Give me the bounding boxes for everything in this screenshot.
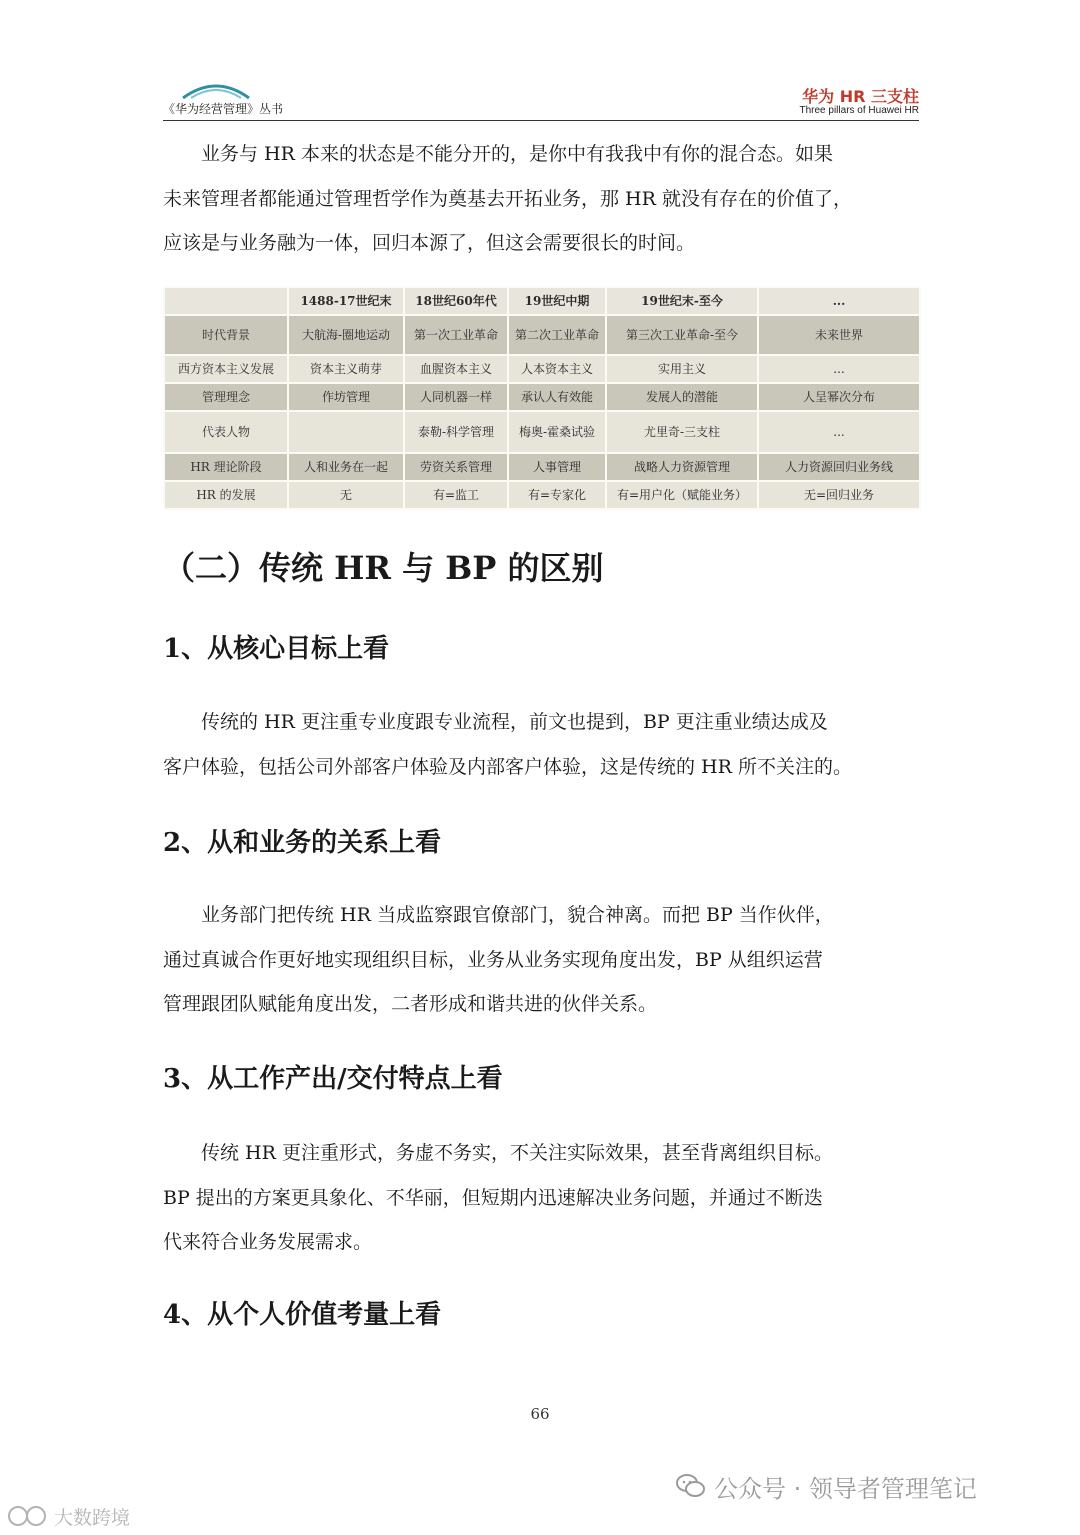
table-row-header: HR 理论阶段 [164, 453, 288, 481]
table-row-header: 代表人物 [164, 411, 288, 453]
table-cell: 血腥资本主义 [404, 355, 508, 383]
table-cell: 人呈幂次分布 [758, 383, 920, 411]
table-cell: 人和业务在一起 [288, 453, 404, 481]
table-cell: 有=监工 [404, 481, 508, 509]
header-divider [163, 120, 919, 121]
table-cell: 承认人有效能 [508, 383, 606, 411]
table-cell: 未来世界 [758, 315, 920, 355]
table-cell [288, 411, 404, 453]
table-header-row [164, 287, 920, 315]
table-row-header: 管理理念 [164, 383, 288, 411]
table-cell: 实用主义 [606, 355, 758, 383]
paragraph-line: 代来符合业务发展需求。 [163, 1231, 373, 1253]
table-cell: 泰勒-科学管理 [404, 411, 508, 453]
table-header-cell: 19世纪中期 [508, 287, 606, 315]
subsection-paragraph [163, 1131, 919, 1265]
table-cell: 人力资源回归业务线 [758, 453, 920, 481]
table-cell: ... [758, 411, 920, 453]
table-cell: 第一次工业革命 [404, 315, 508, 355]
table-header-cell: 18世纪60年代 [404, 287, 508, 315]
wechat-account-label: 公众号 · 领导者管理笔记 [714, 1474, 977, 1503]
subsection-heading: 2、从和业务的关系上看 [163, 828, 442, 858]
table-row [164, 453, 920, 481]
table-row-header: 时代背景 [164, 315, 288, 355]
paragraph-line: 传统的 HR 更注重专业度跟专业流程，前文也提到，BP 更注重业绩达成及 [201, 711, 828, 733]
page-number: 66 [530, 1405, 550, 1423]
table-cell: 无=回归业务 [758, 481, 920, 509]
table-row-header: HR 的发展 [164, 481, 288, 509]
table-cell: ... [758, 355, 920, 383]
paragraph-line: 传统 HR 更注重形式，务虚不务实，不关注实际效果，甚至背离组织目标。 [201, 1142, 833, 1164]
table-cell: 发展人的潜能 [606, 383, 758, 411]
subsection-heading: 4、从个人价值考量上看 [163, 1300, 442, 1330]
table-cell: 人事管理 [508, 453, 606, 481]
subsection-heading: 3、从工作产出/交付特点上看 [163, 1064, 503, 1094]
table-header-cell: 19世纪末-至今 [606, 287, 758, 315]
intro-paragraph [163, 132, 919, 266]
site-watermark-label: 大数跨境 [54, 1506, 131, 1529]
paragraph-line: 业务部门把传统 HR 当成监察跟官僚部门，貌合神离。而把 BP 当作伙伴， [201, 904, 834, 926]
brand-logo-icon [6, 1504, 50, 1528]
paragraph-line: 通过真诚合作更好地实现组织目标，业务从业务实现角度出发，BP 从组织运营 [163, 948, 823, 971]
table-cell: 作坊管理 [288, 383, 404, 411]
mountain-logo-icon [181, 78, 251, 100]
table-cell: 战略人力资源管理 [606, 453, 758, 481]
table-cell: 人同机器一样 [404, 383, 508, 411]
paragraph-line: 管理跟团队赋能角度出发，二者形成和谐共进的伙伴关系。 [163, 993, 658, 1015]
table-cell: 大航海-圈地运动 [288, 315, 404, 355]
subsection-heading: 1、从核心目标上看 [163, 634, 390, 664]
paragraph-line: 未来管理者都能通过管理哲学作为奠基去开拓业务，那 HR 就没有存在的价值了， [163, 187, 852, 210]
subsection-paragraph [163, 700, 919, 789]
table-cell: 第三次工业革命-至今 [606, 315, 758, 355]
book-subtitle: Three pillars of Huawei HR [799, 105, 919, 116]
table-row [164, 383, 920, 411]
table-header-cell: ... [758, 287, 920, 315]
table-header-cell: 1488-17世纪末 [288, 287, 404, 315]
table-cell: 资本主义萌芽 [288, 355, 404, 383]
wechat-icon [676, 1473, 706, 1499]
table-cell: 梅奥-霍桑试验 [508, 411, 606, 453]
wechat-watermark [676, 1468, 977, 1504]
paragraph-line: 客户体验，包括公司外部客户体验及内部客户体验，这是传统的 HR 所不关注的。 [163, 755, 852, 778]
table-cell: 劳资关系管理 [404, 453, 508, 481]
table-row [164, 315, 920, 355]
book-series-label: 《华为经营管理》丛书 [163, 102, 284, 116]
table-cell: 尤里奇-三支柱 [606, 411, 758, 453]
table-cell: 无 [288, 481, 404, 509]
table-header-cell [164, 287, 288, 315]
table-cell: 第二次工业革命 [508, 315, 606, 355]
site-watermark [6, 1502, 130, 1530]
page-header [163, 72, 919, 120]
section-heading: （二）传统 HR 与 BP 的区别 [163, 549, 604, 587]
hr-evolution-table [163, 286, 921, 510]
table-row [164, 411, 920, 453]
table-row [164, 481, 920, 509]
paragraph-line: BP 提出的方案更具象化、不华丽，但短期内迅速解决业务问题，并通过不断迭 [163, 1186, 823, 1209]
table-row-header: 西方资本主义发展 [164, 355, 288, 383]
paragraph-line: 应该是与业务融为一体，回归本源了，但这会需要很长的时间。 [163, 232, 696, 254]
subsection-paragraph [163, 893, 919, 1027]
book-title: 华为 HR 三支柱 [802, 87, 919, 106]
table-cell: 人本资本主义 [508, 355, 606, 383]
table-cell: 有=用户化（赋能业务） [606, 481, 758, 509]
paragraph-line: 业务与 HR 本来的状态是不能分开的，是你中有我我中有你的混合态。如果 [201, 143, 833, 165]
table-row [164, 355, 920, 383]
table-cell: 有=专家化 [508, 481, 606, 509]
